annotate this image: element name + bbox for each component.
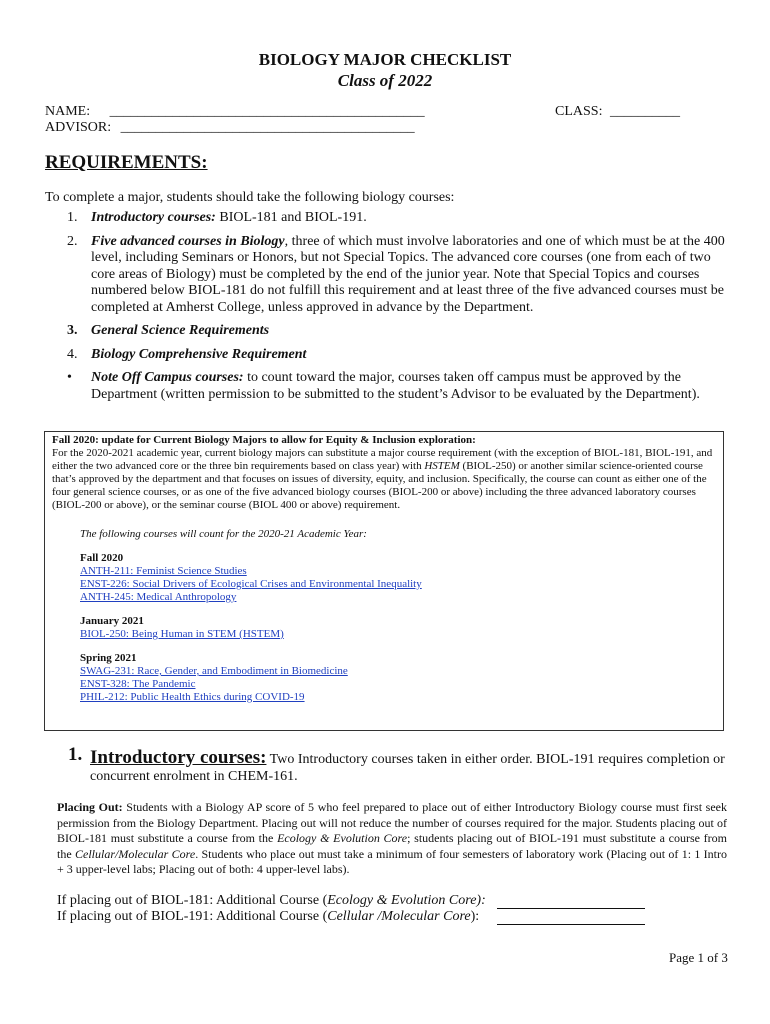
placing-line-text: If placing out of BIOL-191: Additional Course ( xyxy=(57,909,328,924)
placing-biol191-line xyxy=(57,909,707,925)
placing-text: ; students placing out of BIOL-191 must substitute a course from the xyxy=(57,831,727,861)
requirements-list xyxy=(45,210,725,410)
section-introductory-courses xyxy=(68,744,728,785)
notice-body-emphasis: HSTEM xyxy=(424,460,460,472)
semester-heading: January 2021 xyxy=(80,615,144,627)
item-marker: 1. xyxy=(67,210,78,225)
item-marker: 2. xyxy=(67,233,78,249)
section-number: 1. xyxy=(68,744,83,765)
item-lead: General Science Requirements xyxy=(91,323,270,338)
course-list-intro: The following courses will count for the 2020-21 Academic Year: xyxy=(80,528,367,540)
semester-spring-2021 xyxy=(80,652,716,704)
requirement-item xyxy=(45,234,725,317)
biol181-substitute-field[interactable] xyxy=(497,893,645,909)
item-lead: Note Off Campus courses: xyxy=(91,370,244,385)
placing-out-label: Placing Out: xyxy=(57,800,123,814)
notice-body-text: (BIOL-250) or another similar science-oriented course that’s approved by the department and that focuses on issues of diversity, equity, and inclusion. Specifically, the course can count as either one of the four general science courses, or as one of the five advanced biology courses (BIOL-200 or above) including the three advanced laboratory courses (BIOL-200 or above), or the seminar course (BIOL 400 or above) requirement. xyxy=(52,460,707,511)
item-marker: 3. xyxy=(67,323,78,338)
placing-emphasis: Ecology & Evolution Core xyxy=(277,831,408,845)
notice-body-text: For the 2020-2021 academic year, current biology majors can substitute a major course requirement (with the exception of BIOL-181, BIOL-191, and either the two advanced core or the three bin requirements based on class year) with xyxy=(52,447,713,472)
section-title: Introductory courses: xyxy=(90,747,267,768)
name-blank: _____________________________________________ xyxy=(109,104,425,119)
advisor-blank: __________________________________________ xyxy=(120,120,415,135)
requirements-heading: REQUIREMENTS: xyxy=(45,152,208,173)
placing-line-text: ): xyxy=(470,909,480,924)
requirement-item xyxy=(45,210,725,227)
item-text: to count toward the major, courses taken off campus must be approved by the Department (written permission to be submitted to the student’s Advisor to be evaluated by the Department). xyxy=(91,370,700,402)
notice-heading: Fall 2020: update for Current Biology Majors to allow for Equity & Inclusion exploration: xyxy=(52,434,476,446)
item-lead: Five advanced courses in Biology xyxy=(91,233,285,249)
class-field[interactable] xyxy=(555,104,680,120)
placing-out-paragraph xyxy=(57,800,727,878)
placing-emphasis: Cellular/Molecular Core xyxy=(74,846,196,861)
placing-text: Students with a Biology AP score of 5 who feel prepared to place out of either Introductory Biology course must first seek permission from the Biology Department. Placing out will not reduce the number of courses required for the major. Students placing out of BIOL-181 must substitute a course from the xyxy=(57,800,728,845)
course-link[interactable]: ANTH-211: Feminist Science Studies xyxy=(80,565,247,577)
item-lead: Biology Comprehensive Requirement xyxy=(91,346,307,362)
requirements-intro: To complete a major, students should take the following biology courses: xyxy=(45,190,455,205)
semester-fall-2020 xyxy=(80,552,716,604)
semester-january-2021 xyxy=(80,615,716,641)
name-field[interactable] xyxy=(45,104,425,120)
advisor-field[interactable] xyxy=(45,120,415,136)
placing-line-emphasis: Ecology & Evolution Core): xyxy=(327,893,486,908)
class-label: CLASS: xyxy=(555,104,603,119)
page-subtitle: Class of 2022 xyxy=(337,71,433,90)
item-text: , three of which must involve laboratories and one of which must be at the 400 level, including Seminars or Honors, but not Special Topics. The advanced core courses (one from each of two core areas of Biology) must be completed by the end of the junior year. Note that Special Topics and courses numbered below BIOL-181 do not fulfill this requirement and at least three of the five advanced courses must be completed at Amherst College, unless approved in advance by the Department. xyxy=(91,233,725,315)
requirement-item xyxy=(45,370,725,403)
page-title: BIOLOGY MAJOR CHECKLIST xyxy=(258,50,512,69)
course-link[interactable]: ANTH-245: Medical Anthropology xyxy=(80,591,237,603)
section-text: Two Introductory courses taken in either order. BIOL-191 requires completion or concurrent enrolment in CHEM-161. xyxy=(90,752,725,784)
course-link[interactable]: BIOL-250: Being Human in STEM (HSTEM) xyxy=(80,628,284,640)
class-blank: __________ xyxy=(609,104,680,119)
biol191-substitute-field[interactable] xyxy=(497,909,645,925)
requirement-item xyxy=(45,323,725,340)
notice-body xyxy=(52,447,716,512)
item-marker: 4. xyxy=(67,346,78,362)
placing-line-emphasis: Cellular /Molecular Core xyxy=(327,909,471,924)
bullet-marker: • xyxy=(67,370,72,385)
semester-heading: Fall 2020 xyxy=(80,552,124,564)
course-link[interactable]: ENST-328: The Pandemic xyxy=(80,678,196,690)
placing-text: . Students who place out must take a minimum of four semesters of laboratory work (Placing out of 1: 1 Intro + 3 upper-level labs; Placing out of both: 4 upper-level labs). xyxy=(57,846,727,876)
page-number: Page 1 of 3 xyxy=(669,950,728,965)
requirement-item xyxy=(45,347,725,364)
semester-heading: Spring 2021 xyxy=(80,652,137,664)
advisor-label: ADVISOR: xyxy=(45,120,112,135)
placing-line-text: If placing out of BIOL-181: Additional Course ( xyxy=(57,893,328,908)
item-lead: Introductory courses: xyxy=(91,210,216,225)
placing-biol181-line xyxy=(57,893,707,909)
course-link[interactable]: ENST-226: Social Drivers of Ecological Crises and Environmental Inequality xyxy=(80,578,422,590)
equity-notice-box xyxy=(44,431,724,731)
course-link[interactable]: PHIL-212: Public Health Ethics during COVID-19 xyxy=(80,691,305,703)
course-link[interactable]: SWAG-231: Race, Gender, and Embodiment in Biomedicine xyxy=(80,665,348,677)
item-text: BIOL-181 and BIOL-191. xyxy=(215,210,367,225)
name-label: NAME: xyxy=(45,104,91,119)
